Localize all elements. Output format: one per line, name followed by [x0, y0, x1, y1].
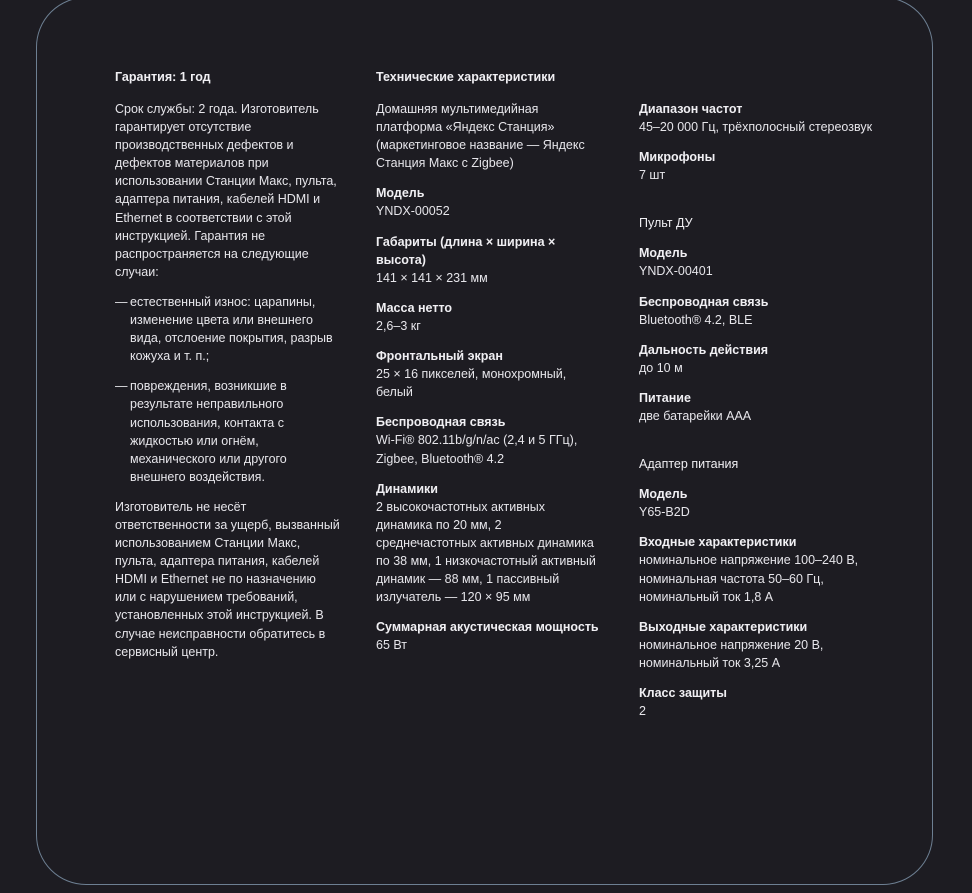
spec-screen-label: Фронтальный экран: [376, 349, 503, 364]
spec-speakers: [376, 480, 601, 607]
spec-dims: [376, 233, 601, 287]
spec-model-label: Модель: [376, 186, 425, 201]
warranty-column: [115, 68, 340, 673]
adapter-input: [639, 533, 879, 605]
adapter-model-value: Y65-B2D: [639, 505, 690, 520]
adapter-class-label: Класс защиты: [639, 685, 727, 700]
adapter-model-label: Модель: [639, 487, 688, 502]
spec-power: [376, 618, 601, 654]
spec-screen: [376, 347, 601, 401]
spec-power-label: Суммарная акустическая мощность: [376, 620, 599, 635]
remote-model-value: YNDX-00401: [639, 264, 713, 279]
remote-range-label: Дальность действия: [639, 342, 769, 357]
remote-wireless: [639, 293, 879, 329]
adapter-input-label: Входные характеристики: [639, 535, 797, 550]
adapter-class: [639, 684, 879, 720]
adapter-input-value: номинальное напряжение 100–240 В, номинальная частота 50–60 Гц, номинальный ток 1,8 А: [639, 553, 859, 604]
remote-title: Пульт ДУ: [639, 216, 693, 231]
spec-freq-value: 45–20 000 Гц, трёхполосный стереозвук: [639, 120, 873, 135]
remote-model: [639, 244, 879, 280]
spec-mass-label: Масса нетто: [376, 300, 453, 315]
adapter-model: [639, 485, 879, 521]
spec-dims-label: Габариты (длина × ширина × высота): [376, 234, 556, 267]
spec-model: [376, 184, 601, 220]
spec-mass-value: 2,6–3 кг: [376, 318, 421, 333]
warranty-case-1-text: естественный износ: царапины, изменение цвета или внешнего вида, отслоение покрытия, разрыв кожуха и т. п.;: [130, 294, 333, 364]
adapter-output-value: номинальное напряжение 20 В, номинальный ток 3,25 А: [639, 637, 824, 670]
warranty-heading: Гарантия: 1 год: [115, 70, 211, 84]
specs-column: [376, 68, 601, 666]
remote-wireless-value: Bluetooth® 4.2, BLE: [639, 312, 753, 327]
dash-marker: —: [115, 294, 128, 309]
spec-freq-label: Диапазон частот: [639, 102, 743, 116]
remote-range-value: до 10 м: [639, 360, 683, 375]
adapter-output: [639, 618, 879, 672]
spec-mics: [639, 148, 879, 184]
warranty-intro: Срок службы: 2 года. Изготовитель гарантирует отсутствие производственных дефектов и дефектов материалов при использовании Станции Макс, пульта, адаптера питания, кабелей HDMI и Ethernet в соответствии с этой инструкцией. Гарантия не распространяется на следующие случаи:: [115, 102, 337, 279]
warranty-liability: Изготовитель не несёт ответственности за ущерб, вызванный использованием Станции Макс, пульта, адаптера питания, кабелей HDMI и Ethernet не по назначению или с нарушением требований, установленных этой инструкцией. В случае неисправности обратитесь в сервисный центр.: [115, 499, 340, 659]
warranty-case-2: [115, 377, 340, 486]
remote-power: [639, 389, 879, 425]
spec-dims-value: 141 × 141 × 231 мм: [376, 270, 488, 285]
spec-wireless-value: Wi-Fi® 802.11b/g/n/ac (2,4 и 5 ГГц), Zigbee, Bluetooth® 4.2: [376, 433, 578, 466]
dash-marker: —: [115, 379, 128, 394]
adapter-title: Адаптер питания: [639, 457, 739, 472]
spec-screen-value: 25 × 16 пикселей, монохромный, белый: [376, 367, 567, 400]
adapter-output-label: Выходные характеристики: [639, 619, 808, 634]
spec-power-value: 65 Вт: [376, 638, 408, 653]
spec-speakers-label: Динамики: [376, 481, 438, 496]
remote-wireless-label: Беспроводная связь: [639, 294, 769, 309]
warranty-case-2-text: повреждения, возникшие в результате неправильного использования, контакта с жидкостью или огнём, механического или другого внешнего воздействия.: [130, 379, 287, 484]
spec-mics-value: 7 шт: [639, 168, 666, 183]
specs-column-continued: [639, 100, 879, 732]
specs-product: Домашняя мультимедийная платформа «Яндекс Станция» (маркетинговое название — Яндекс Станция Макс с Zigbee): [376, 102, 585, 171]
warranty-case-1: [115, 293, 340, 365]
spec-model-value: YNDX-00052: [376, 204, 450, 219]
remote-range: [639, 341, 879, 377]
spec-speakers-value: 2 высокочастотных активных динамика по 20 мм, 2 среднечастотных активных динамика по 38 мм, 1 низкочастотный активный динамик — 88 мм, 1 пассивный излучатель — 120 × 95 мм: [376, 499, 596, 605]
spec-mass: [376, 299, 601, 335]
adapter-class-value: 2: [639, 704, 646, 719]
specs-heading: Технические характеристики: [376, 70, 556, 84]
spec-freq: [639, 100, 879, 136]
remote-power-value: две батарейки AAA: [639, 409, 752, 424]
spec-wireless: [376, 413, 601, 467]
spec-mics-label: Микрофоны: [639, 150, 716, 165]
spec-wireless-label: Беспроводная связь: [376, 415, 506, 430]
remote-power-label: Питание: [639, 390, 691, 405]
remote-model-label: Модель: [639, 246, 688, 261]
